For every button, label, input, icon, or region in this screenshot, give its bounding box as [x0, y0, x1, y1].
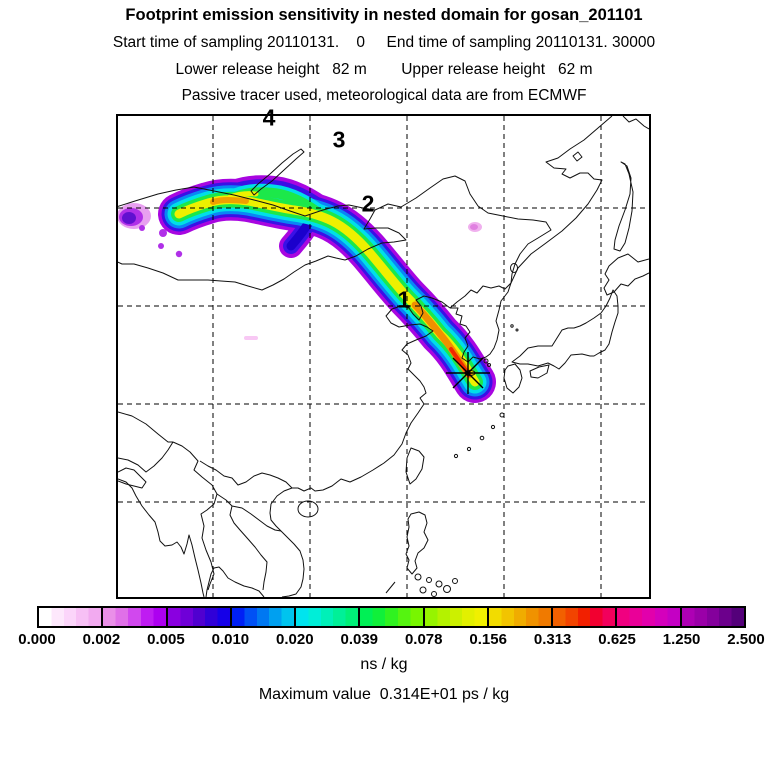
colorbar-tick-label: 0.156: [469, 631, 507, 648]
footprint-map: [118, 116, 649, 597]
figure-title: Footprint emission sensitivity in nested domain for gosan_201101: [125, 6, 643, 24]
release-heights-line: Lower release height 82 m Upper release height 62 m: [175, 61, 593, 78]
colorbar-segment: [423, 608, 487, 626]
colorbar-tick-label: 0.000: [18, 631, 56, 648]
colorbar-tick-labels: [0, 631, 768, 649]
colorbar-tick-label: 0.002: [82, 631, 121, 648]
maximum-value-label: Maximum value 0.314E+01 ps / kg: [258, 686, 510, 703]
colorbar-tick-label: 0.625: [598, 631, 636, 648]
colorbar-segment: [166, 608, 230, 626]
trajectory-day-marker: 2: [361, 190, 375, 217]
colorbar-tick-label: 0.039: [340, 631, 379, 648]
colorbar-segment: [101, 608, 165, 626]
trajectory-day-marker: 4: [262, 104, 276, 131]
colorbar-segment: [294, 608, 358, 626]
colorbar-tick-label: 0.078: [404, 631, 443, 648]
colorbar-tick-label: 0.010: [211, 631, 250, 648]
colorbar-tick-label: 0.005: [147, 631, 185, 648]
map-panel: [116, 114, 651, 599]
colorbar-unit-label: ns / kg: [360, 656, 408, 673]
sampling-times-line: Start time of sampling 20110131. 0 End time of sampling 20110131. 30000: [112, 34, 656, 51]
colorbar-tick-label: 1.250: [662, 631, 701, 648]
coastlines-borders: [118, 116, 649, 597]
colorbar-segment: [487, 608, 551, 626]
colorbar-tick-label: 0.020: [276, 631, 314, 648]
colorbar-tick-label: 0.313: [533, 631, 572, 648]
trajectory-day-marker: 3: [332, 126, 346, 153]
colorbar-segment: [358, 608, 422, 626]
trajectory-day-marker: 1: [397, 286, 411, 313]
colorbar: [37, 606, 746, 628]
colorbar-segment: [615, 608, 679, 626]
colorbar-segment: [39, 608, 101, 626]
footprint-plume: [118, 192, 482, 382]
colorbar-segment: [230, 608, 294, 626]
colorbar-segment: [680, 608, 744, 626]
colorbar-segment: [551, 608, 615, 626]
tracer-meteo-line: Passive tracer used, meteorological data are from ECMWF: [181, 87, 587, 104]
colorbar-tick-label: 2.500: [727, 631, 765, 648]
